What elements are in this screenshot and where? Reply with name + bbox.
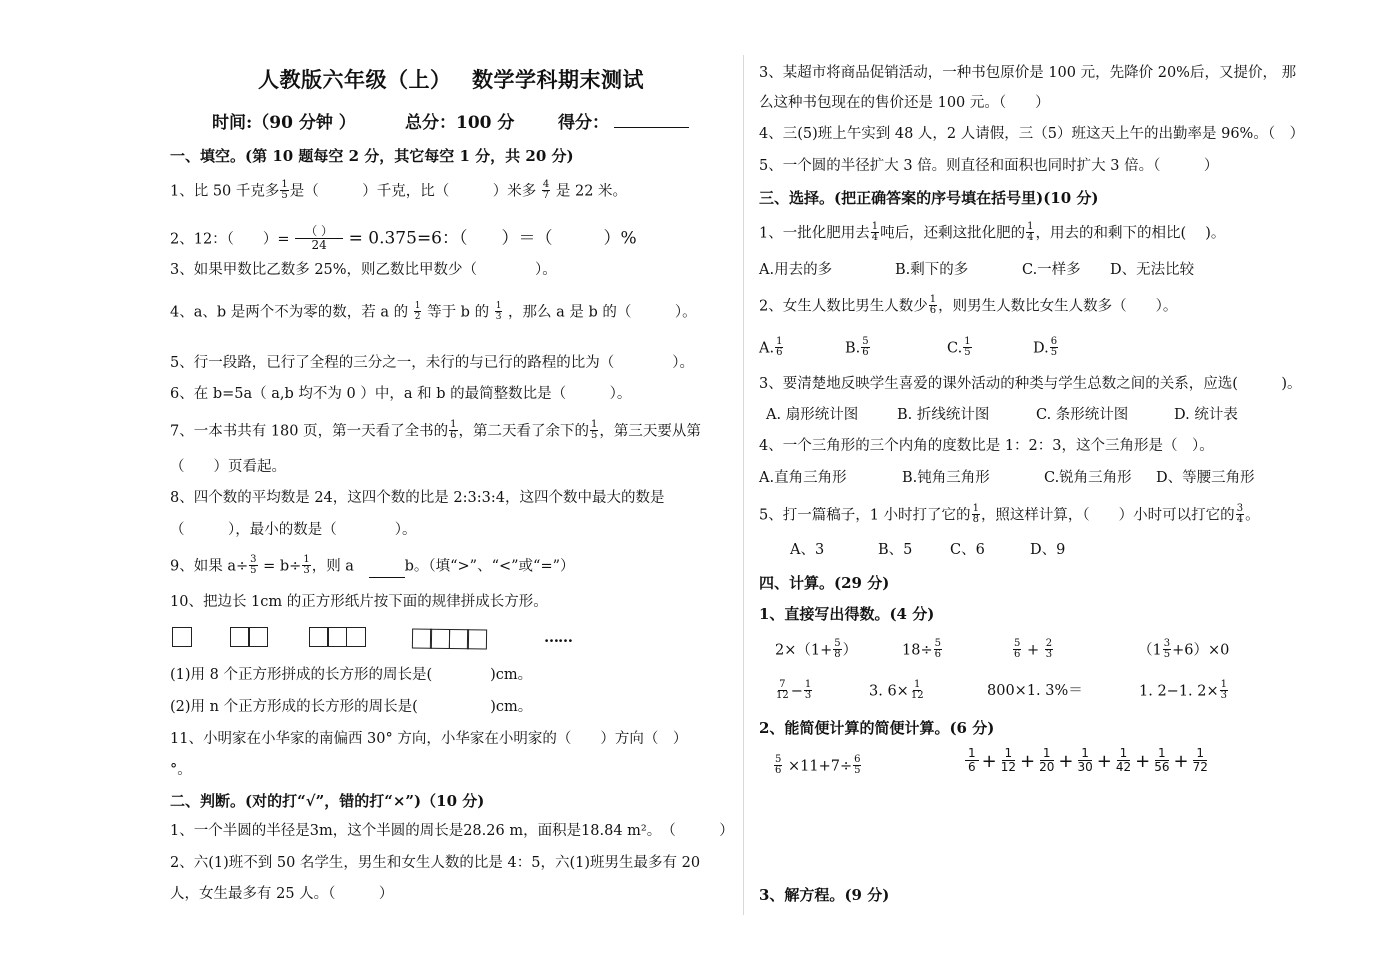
q3-2-option-c: C. $\frac{1}{5}$ bbox=[947, 336, 971, 358]
q3-5-option-a: A、3 bbox=[790, 542, 825, 558]
q3-1 bbox=[759, 223, 1225, 244]
q-text: = 0.375=6：（ ）＝（ ）% bbox=[348, 228, 637, 249]
section2-heading: 二、判断。(对的打“√”，错的打“×”)（10 分) bbox=[170, 792, 485, 810]
fraction: $\frac{1}{3}$ bbox=[495, 301, 502, 322]
q-text: 是（ ）千克，比（ ）米多 bbox=[289, 183, 537, 200]
q1-10: 10、把边长 1cm 的正方形纸片按下面的规律拼成长方形。 bbox=[170, 594, 548, 610]
score-blank[interactable] bbox=[614, 127, 689, 128]
section3-heading: 三、选择。(把正确答案的序号填在括号里)(10 分) bbox=[759, 189, 1099, 207]
q-text: ，则男生人数比女生人数多（ ）。 bbox=[938, 298, 1178, 315]
q3-4: 4、一个三角形的三个内角的度数比是 1：2：3，这个三角形是（ ）。 bbox=[759, 438, 1214, 454]
fraction: $\frac{1}{4}$ bbox=[1027, 221, 1034, 243]
q1-7-line2: （ ）页看起。 bbox=[170, 459, 286, 475]
q1-11-line2: °。 bbox=[170, 762, 192, 778]
q-text: ，则 a bbox=[311, 558, 354, 575]
section4-heading: 四、计算。(29 分) bbox=[759, 574, 890, 592]
q3-5-option-c: C、6 bbox=[950, 542, 985, 558]
q3-1-option-c: C.一样多 bbox=[1022, 262, 1081, 278]
q1-8-line2: （ ），最小的数是（ ）。 bbox=[170, 522, 417, 538]
calc-2-1: $\frac{7}{12}$ − $\frac{1}{3}$ bbox=[776, 679, 812, 701]
fraction: $\frac{4}{7}$ bbox=[542, 179, 550, 201]
q-text: 4、a、b 是两个不为零的数，若 a 的 bbox=[170, 304, 409, 321]
q-text: = b÷ bbox=[263, 558, 302, 575]
exam-title-right: 数学学科期末测试 bbox=[472, 67, 644, 92]
q1-2 bbox=[170, 226, 637, 253]
q1-7 bbox=[170, 421, 701, 442]
q3-2-option-a: A. $\frac{1}{6}$ bbox=[759, 336, 783, 358]
q-text: 2、女生人数比男生人数少 bbox=[759, 298, 928, 315]
calc-2-4: 1. 2−1. 2× $\frac{1}{3}$ bbox=[1139, 679, 1228, 701]
square-pattern-4 bbox=[412, 628, 487, 649]
score-label: 得分： bbox=[558, 113, 609, 133]
q3-3-option-c: C. 条形统计图 bbox=[1036, 407, 1129, 423]
q-text: ，那么 a 是 b 的（ ）。 bbox=[508, 304, 697, 321]
q2-5: 5、一个圆的半径扩大 3 倍。则直径和面积也同时扩大 3 倍。（ ） bbox=[759, 158, 1219, 174]
q3-4-option-a: A.直角三角形 bbox=[759, 470, 847, 486]
q3-3-option-b: B. 折线统计图 bbox=[897, 407, 990, 423]
q-text: 1、比 50 千克多 bbox=[170, 183, 280, 200]
q3-2-option-b: B. $\frac{5}{6}$ bbox=[845, 336, 869, 358]
q1-4 bbox=[170, 302, 697, 323]
q2-4: 4、三(5)班上午实到 48 人，2 人请假，三（5）班这天上午的出勤率是 96%。（ ） bbox=[759, 126, 1305, 142]
q3-2-option-d: D. $\frac{6}{5}$ bbox=[1033, 336, 1058, 358]
q2-3: 3、某超市将商品促销活动，一种书包原价是 100 元，先降价 20%后，又提价， 那 bbox=[759, 65, 1297, 81]
q-text: 2、12：（ ）= bbox=[170, 231, 290, 248]
q3-1-option-a: A.用去的多 bbox=[759, 262, 833, 278]
q1-3: 3、如果甲数比乙数多 25%，则乙数比甲数少（ ）。 bbox=[170, 262, 557, 278]
calc-1-1: 2×（1+ $\frac{5}{8}$ ） bbox=[775, 638, 858, 660]
q1-10-sub2: (2)用 n 个正方形成的长方形的周长是( )cm。 bbox=[170, 699, 533, 715]
section1-heading: 一、填空。(第 10 题每空 2 分，其它每空 1 分，共 20 分) bbox=[170, 147, 574, 165]
q3-3: 3、要清楚地反映学生喜爱的课外活动的种类与学生总数之间的关系，应选( )。 bbox=[759, 376, 1302, 392]
fraction: $\frac{1}{5}$ bbox=[281, 179, 288, 201]
q1-9 bbox=[170, 556, 575, 578]
total-score-label: 总分：100 分 bbox=[405, 113, 515, 133]
square-pattern-2 bbox=[230, 627, 268, 647]
q3-2 bbox=[759, 296, 1177, 317]
q1-8: 8、四个数的平均数是 24，这四个数的比是 2:3:3:4，这四个数中最大的数是 bbox=[170, 490, 665, 506]
q-text: 。 bbox=[1245, 507, 1260, 524]
q-text: ，用去的和剩下的相比( )。 bbox=[1035, 225, 1226, 242]
q2-2: 2、六(1)班不到 50 名学生，男生和女生人数的比是 4：5，六(1)班男生最多有 20 bbox=[170, 855, 701, 871]
q3-3-option-a: A. 扇形统计图 bbox=[766, 407, 859, 423]
fraction: $\frac{1}{4}$ bbox=[871, 221, 879, 243]
calc-part2-heading: 2、能简便计算的简便计算。(6 分) bbox=[759, 719, 995, 737]
q3-5-option-b: B、5 bbox=[878, 542, 913, 558]
fraction: $\frac{1}{5}$ bbox=[591, 419, 598, 441]
calc-2-3: 800×1. 3%＝ bbox=[987, 683, 1083, 699]
q-text: 吨后，还剩这批化肥的 bbox=[880, 225, 1026, 242]
q2-2-line2: 人，女生最多有 25 人。（ ） bbox=[170, 886, 394, 902]
calc-1-3: $\frac{5}{6}$ + $\frac{2}{3}$ bbox=[1014, 638, 1053, 660]
calc-2-2: 3. 6× $\frac{1}{12}$ bbox=[869, 679, 924, 701]
calc-1-2: 18÷ $\frac{5}{6}$ bbox=[902, 638, 941, 660]
fraction: $\frac{3}{4}$ bbox=[1236, 503, 1244, 525]
fraction: $\frac{( )}{24}$ bbox=[295, 225, 343, 252]
fraction: $\frac{1}{6}$ bbox=[929, 294, 937, 316]
time-label: 时间:（90 分钟 ） bbox=[212, 113, 356, 133]
fraction: $\frac{1}{2}$ bbox=[414, 301, 421, 322]
q3-3-option-d: D. 统计表 bbox=[1174, 407, 1238, 423]
q-text: 是 22 米。 bbox=[555, 183, 628, 200]
column-divider bbox=[743, 55, 744, 915]
q1-10-sub1: (1)用 8 个正方形拼成的长方形的周长是( )cm。 bbox=[170, 667, 533, 683]
q3-4-option-b: B.钝角三角形 bbox=[902, 470, 990, 486]
q2-3-line2: 么这种书包现在的售价还是 100 元。（ ） bbox=[759, 95, 1050, 111]
answer-blank[interactable] bbox=[369, 557, 405, 578]
square-pattern-1 bbox=[172, 627, 192, 647]
q2-1: 1、一个半圆的半径是3m，这个半圆的周长是28.26 m，面积是18.84 m²。 （ ） bbox=[170, 823, 734, 839]
q-text: ，第三天要从第 bbox=[599, 423, 701, 440]
q3-1-option-d: D、无法比较 bbox=[1110, 262, 1195, 278]
fraction: $\frac{1}{8}$ bbox=[972, 503, 979, 525]
calc-part1-heading: 1、直接写出得数。(4 分) bbox=[759, 605, 935, 623]
q-text: 1、一批化肥用去 bbox=[759, 225, 870, 242]
simplify-expr-1: $\frac{5}{6}$ ×11+7÷ $\frac{6}{5}$ bbox=[775, 754, 861, 776]
q3-4-option-d: D、等腰三角形 bbox=[1156, 470, 1255, 486]
q-text: 7、一本书共有 180 页，第一天看了全书的 bbox=[170, 423, 449, 440]
fraction: $\frac{1}{6}$ bbox=[450, 419, 457, 441]
exam-title-left: 人教版六年级（上） bbox=[258, 67, 452, 92]
q3-5 bbox=[759, 505, 1260, 526]
square-pattern-3 bbox=[309, 627, 366, 647]
q1-5: 5、行一段路，已行了全程的三分之一，未行的与已行的路程的比为（ ）。 bbox=[170, 355, 694, 371]
simplify-expr-2: $\frac{1}{6}$ + $\frac{1}{12}$ + $\frac{1}{20}$ + $\frac{1}{30}$ + $\frac{1}{42}$ + $\frac{1}{56}$ + $\frac{1}{72}$ bbox=[964, 748, 1210, 775]
q1-6: 6、在 b=5a（ a,b 均不为 0 ）中，a 和 b 的最简整数比是（ ）。 bbox=[170, 386, 632, 402]
q3-4-option-c: C.锐角三角形 bbox=[1044, 470, 1132, 486]
q-text: 5、打一篇稿子，1 小时打了它的 bbox=[759, 507, 971, 524]
calc-1-4: （1 $\frac{3}{5}$ +6）×0 bbox=[1138, 638, 1230, 660]
q1-1 bbox=[170, 181, 627, 202]
q-text: ，照这样计算，（ ）小时可以打它的 bbox=[980, 507, 1235, 524]
q-text: ，第二天看了余下的 bbox=[458, 423, 589, 440]
q-text: 9、如果 a÷ bbox=[170, 558, 249, 575]
fraction: $\frac{3}{5}$ bbox=[250, 554, 257, 576]
q3-5-option-d: D、9 bbox=[1030, 542, 1066, 558]
q3-1-option-b: B.剩下的多 bbox=[895, 262, 969, 278]
q1-11: 11、小明家在小华家的南偏西 30° 方向，小华家在小明家的（ ）方向（ ） bbox=[170, 731, 688, 747]
q-text: 等于 b 的 bbox=[427, 304, 490, 321]
fraction: $\frac{1}{3}$ bbox=[303, 554, 310, 576]
calc-part3-heading: 3、解方程。(9 分) bbox=[759, 886, 890, 904]
q-text: b。（填“>”、“<”或“=”） bbox=[404, 558, 575, 575]
ellipsis-dots: …… bbox=[544, 628, 572, 646]
